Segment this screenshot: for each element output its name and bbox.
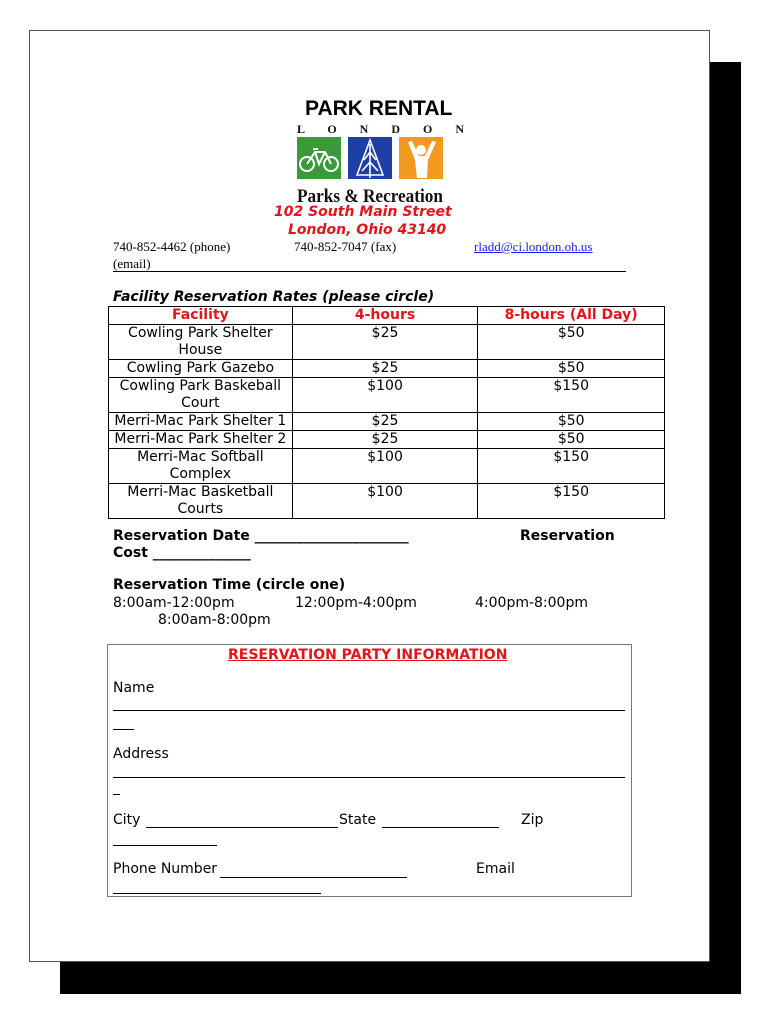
name-input-line-continued[interactable] [113, 729, 134, 730]
london-parks-logo [295, 120, 475, 207]
email-input-line[interactable] [113, 893, 321, 894]
time-slot-1[interactable]: 8:00am-12:00pm [113, 595, 235, 611]
contact-email-link[interactable]: rladd@ci.london.oh.us [474, 239, 593, 254]
reservation-party-box [107, 644, 632, 897]
page-title: PARK RENTAL [305, 97, 453, 120]
facility-cell: Merri-Mac Basketball Courts [109, 484, 293, 519]
zip-input-line[interactable] [113, 845, 217, 846]
address-street: 102 South Main Street [274, 204, 452, 220]
reservation-time-heading: Reservation Time (circle one) [113, 577, 346, 593]
phone-number-input-line[interactable] [220, 877, 407, 878]
facility-cell: Merri-Mac Park Shelter 2 [109, 431, 293, 449]
header-facility: Facility [109, 307, 293, 325]
time-slot-2[interactable]: 12:00pm-4:00pm [295, 595, 417, 611]
table-row [109, 413, 665, 431]
state-label: State [339, 812, 377, 828]
address-input-line[interactable] [113, 777, 625, 778]
eight-hour-rate: $50 [478, 431, 665, 449]
table-row [109, 449, 665, 484]
four-hour-rate: $100 [292, 449, 478, 484]
time-slot-4[interactable]: 8:00am-8:00pm [158, 612, 271, 628]
four-hour-rate: $25 [292, 413, 478, 431]
eight-hour-rate: $150 [478, 484, 665, 519]
reservation-cost-label: Reservation [520, 528, 615, 544]
name-label: Name [113, 680, 155, 696]
city-label: City [113, 812, 141, 828]
table-row [109, 378, 665, 413]
four-hour-rate: $100 [292, 378, 478, 413]
four-hour-rate: $25 [292, 360, 478, 378]
rates-table [108, 306, 665, 519]
eight-hour-rate: $50 [478, 413, 665, 431]
header-4-hours: 4-hours [292, 307, 478, 325]
four-hour-rate: $25 [292, 431, 478, 449]
table-row [109, 431, 665, 449]
eight-hour-rate: $50 [478, 325, 665, 360]
header-8-hours: 8-hours (All Day) [478, 307, 665, 325]
rates-heading: Facility Reservation Rates (please circle) [113, 289, 435, 305]
address-label: Address [113, 746, 169, 762]
time-slot-3[interactable]: 4:00pm-8:00pm [475, 595, 588, 611]
email-label: Email [476, 861, 515, 877]
eight-hour-rate: $150 [478, 378, 665, 413]
eight-hour-rate: $150 [478, 449, 665, 484]
contact-email-label: (email) [113, 256, 151, 271]
header-divider [113, 271, 626, 272]
address-city: London, Ohio 43140 [288, 222, 447, 238]
facility-cell: Cowling Park Baskeball Court [109, 378, 293, 413]
reservation-date-field[interactable]: Reservation Date ______________________ [113, 528, 409, 544]
facility-cell: Cowling Park Gazebo [109, 360, 293, 378]
table-row [109, 484, 665, 519]
facility-cell: Merri-Mac Softball Complex [109, 449, 293, 484]
four-hour-rate: $25 [292, 325, 478, 360]
address-input-line-continued[interactable] [113, 794, 120, 795]
party-info-title: RESERVATION PARTY INFORMATION [228, 647, 508, 663]
phone-number-label: Phone Number [113, 861, 218, 877]
contact-fax: 740-852-7047 (fax) [294, 239, 397, 254]
reservation-cost-field[interactable]: Cost ______________ [113, 545, 251, 561]
rates-header-row [109, 307, 665, 325]
facility-cell: Cowling Park Shelter House [109, 325, 293, 360]
eight-hour-rate: $50 [478, 360, 665, 378]
zip-label: Zip [521, 812, 544, 828]
table-row [109, 360, 665, 378]
logo-top-word: L O N D O N [297, 122, 475, 136]
four-hour-rate: $100 [292, 484, 478, 519]
city-input-line[interactable] [146, 827, 338, 828]
contact-phone: 740-852-4462 (phone) [113, 239, 231, 254]
state-input-line[interactable] [382, 827, 499, 828]
table-row [109, 325, 665, 360]
logo-bottom-words: Parks & Recreation [297, 186, 444, 207]
facility-cell: Merri-Mac Park Shelter 1 [109, 413, 293, 431]
name-input-line[interactable] [113, 710, 625, 711]
